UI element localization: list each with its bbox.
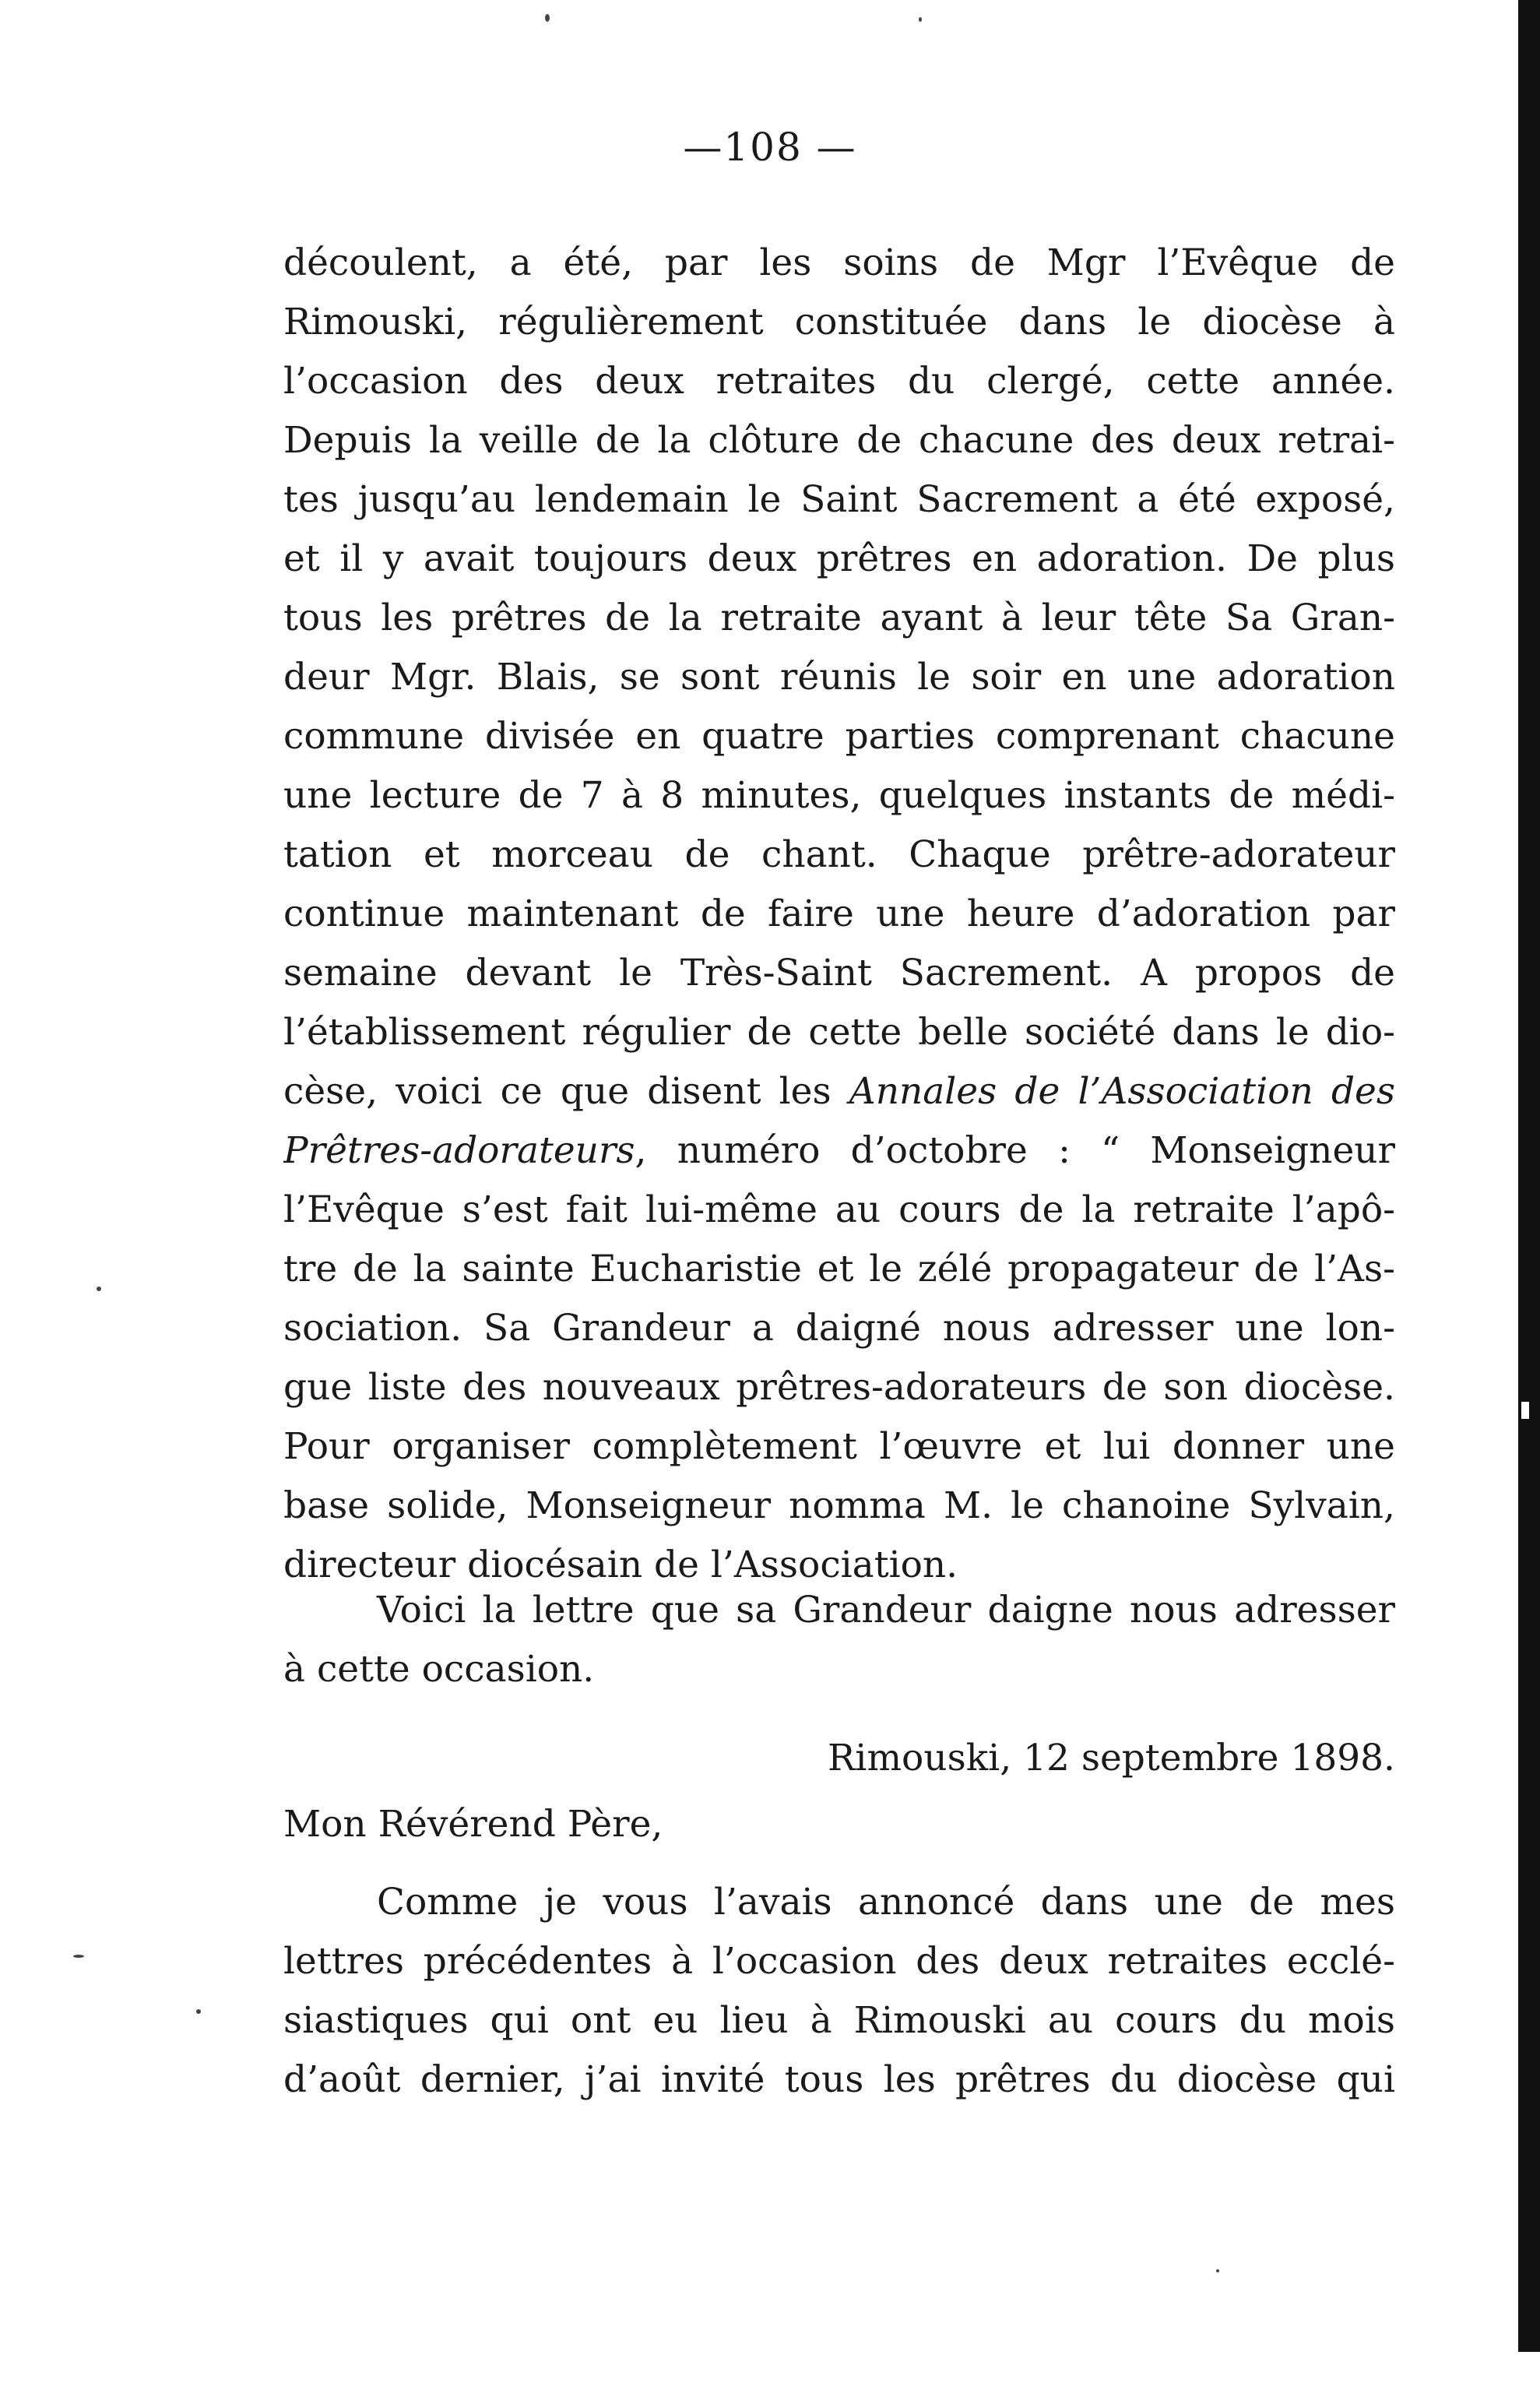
text-line: tes jusqu’au lendemain le Saint Sacrement a été exposé, [283, 478, 1395, 521]
text-line: lettres précédentes à l’occasion des deux retraites ecclé- [283, 1940, 1395, 1983]
text-line: semaine devant le Très-Saint Sacrement. A propos de [283, 952, 1395, 994]
text-line: sociation. Sa Grandeur a daigné nous adresser une lon- [283, 1307, 1395, 1350]
letter-dateline [283, 1729, 1395, 1788]
scan-speck [545, 14, 550, 22]
journal-title: Annales de l’Association des [849, 1070, 1395, 1113]
text-line: à cette occasion. [283, 1648, 595, 1691]
text-line: l’établissement régulier de cette belle société dans le dio- [283, 1011, 1395, 1054]
text-line: une lecture de 7 à 8 minutes, quelques instants de médi- [283, 774, 1395, 817]
text-line: et il y avait toujours deux prêtres en adoration. De plus [283, 537, 1395, 580]
scan-speck [1216, 2269, 1219, 2272]
letter-salutation [283, 1795, 1395, 1854]
text-line: commune divisée en quatre parties comprenant chacune [283, 715, 1395, 758]
text-line: l’Evêque s’est fait lui-même au cours de la retraite l’apô- [283, 1188, 1395, 1231]
text-line: continue maintenant de faire une heure d’adoration par [283, 892, 1395, 935]
text-segment: , numéro d’octobre : “ Monseigneur [635, 1129, 1395, 1172]
dateline-text: Rimouski, 12 septembre 1898. [828, 1737, 1395, 1779]
text-line: deur Mgr. Blais, se sont réunis le soir en une adoration [283, 656, 1395, 699]
text-line: Voici la lettre que sa Grandeur daigne nous adresser [377, 1589, 1395, 1631]
text-line: gue liste des nouveaux prêtres-adorateurs de son diocèse. [283, 1366, 1395, 1409]
salutation-text: Mon Révérend Père, [283, 1803, 663, 1846]
text-line: Comme je vous l’avais annoncé dans une de mes [377, 1881, 1395, 1924]
text-line: découlent, a été, par les soins de Mgr l’Evêque de [283, 241, 1395, 284]
text-line: Rimouski, régulièrement constituée dans le diocèse à [283, 301, 1395, 343]
text-line: Depuis la veille de la clôture de chacune des deux retrai- [283, 419, 1395, 462]
paragraph-1 [283, 234, 1395, 1595]
text-line [283, 1121, 1395, 1181]
text-line: base solide, Monseigneur nomma M. le chanoine Sylvain, [283, 1484, 1395, 1527]
text-line: d’août dernier, j’ai invité tous les prêtres du diocèse qui [283, 2058, 1395, 2101]
scan-edge-bar [1518, 0, 1540, 2352]
scan-speck [97, 1287, 101, 1291]
page-number: —108 — [683, 125, 857, 170]
text-line: directeur diocésain de l’Association. [283, 1543, 958, 1586]
scan-speck [196, 2009, 201, 2014]
text-line: tre de la sainte Eucharistie et le zélé propagateur de l’As- [283, 1248, 1395, 1290]
text-line: tous les prêtres de la retraite ayant à leur tête Sa Gran- [283, 597, 1395, 639]
scan-speck [73, 1955, 84, 1958]
paragraph-2 [283, 1581, 1395, 1699]
text-line [283, 1062, 1395, 1121]
journal-title: Prêtres-adorateurs [283, 1129, 635, 1172]
scan-speck [919, 17, 922, 22]
text-segment: cèse, voici ce que disent les [283, 1070, 849, 1113]
text-line: siastiques qui ont eu lieu à Rimouski au cours du mois [283, 1999, 1395, 2042]
text-line: tation et morceau de chant. Chaque prêtre-adorateur [283, 833, 1395, 876]
text-line: l’occasion des deux retraites du clergé, cette année. [283, 360, 1395, 403]
paragraph-3 [283, 1873, 1395, 2110]
text-line: Pour organiser complètement l’œuvre et lui donner une [283, 1425, 1395, 1468]
